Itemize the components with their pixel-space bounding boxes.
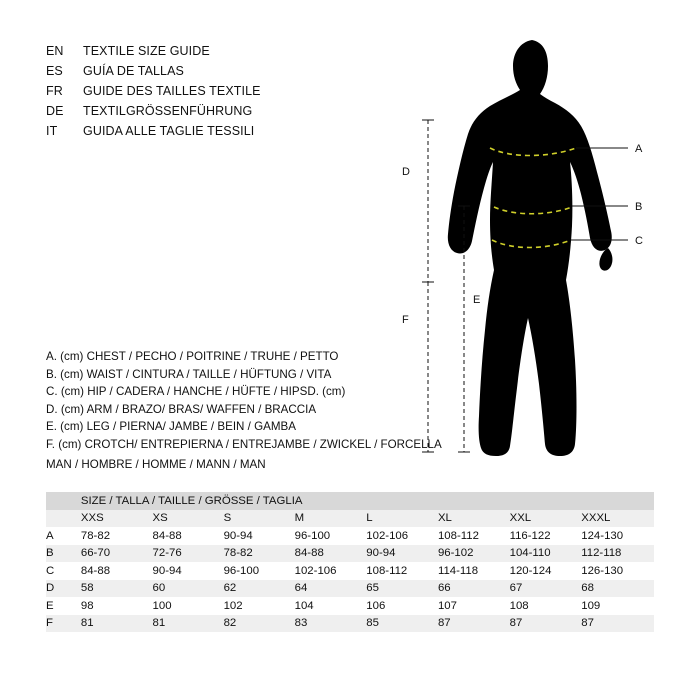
column-header: XXS (81, 510, 153, 528)
cell: 84-88 (153, 527, 224, 545)
marker-label-f: F (402, 314, 409, 326)
language-title: TEXTILGRÖSSENFÜHRUNG (83, 104, 253, 118)
language-row (46, 124, 376, 144)
language-row (46, 64, 376, 84)
cell: 62 (224, 580, 295, 598)
table-row (46, 545, 654, 563)
language-row (46, 84, 376, 104)
row-label: B (46, 545, 81, 563)
language-code: IT (46, 124, 58, 138)
language-code: ES (46, 64, 63, 78)
marker-letters (635, 143, 643, 247)
header-corner (46, 510, 81, 528)
language-code: DE (46, 104, 64, 118)
cell: 102 (224, 597, 295, 615)
table-row (46, 597, 654, 615)
cell: 66-70 (81, 545, 153, 563)
cell: 85 (366, 615, 438, 633)
legend-row-c: C. (cm) HIP / CADERA / HANCHE / HÜFTE / HIPSD. (cm) (46, 385, 346, 398)
cell: 104 (295, 597, 367, 615)
table-row (46, 527, 654, 545)
table-title: SIZE / TALLA / TAILLE / GRÖSSE / TAGLIA (81, 492, 654, 510)
cell: 83 (295, 615, 367, 633)
marker-label-b: B (635, 201, 643, 213)
legend-row-f: F. (cm) CROTCH/ ENTREPIERNA / ENTREJAMBE / ZWICKEL / FORCELLA (46, 437, 442, 451)
marker-label-d: D (402, 166, 410, 178)
table-row (46, 580, 654, 598)
size-table-wrapper (46, 492, 654, 632)
cell: 96-100 (295, 527, 367, 545)
cell: 98 (81, 597, 153, 615)
cell: 106 (366, 597, 438, 615)
cell: 72-76 (153, 545, 224, 563)
language-title: GUIDE DES TAILLES TEXTILE (83, 84, 261, 98)
cell: 102-106 (295, 562, 367, 580)
cell: 58 (81, 580, 153, 598)
gender-note: MAN / HOMBRE / HOMME / MANN / MAN (46, 458, 266, 471)
column-header: XL (438, 510, 510, 528)
cell: 120-124 (510, 562, 582, 580)
column-header: M (295, 510, 367, 528)
cell: 108-112 (438, 527, 510, 545)
cell: 96-100 (224, 562, 295, 580)
cell: 64 (295, 580, 367, 598)
row-label: D (46, 580, 81, 598)
language-row (46, 104, 376, 124)
column-header: S (224, 510, 295, 528)
table-header-row (46, 510, 654, 528)
cell: 107 (438, 597, 510, 615)
column-header: L (366, 510, 438, 528)
cell: 90-94 (366, 545, 438, 563)
row-label: E (46, 597, 81, 615)
marker-label-a: A (635, 143, 643, 155)
row-label: F (46, 615, 81, 633)
cell: 87 (581, 615, 654, 633)
cell: 60 (153, 580, 224, 598)
column-header: XS (153, 510, 224, 528)
cell: 81 (81, 615, 153, 633)
row-label: A (46, 527, 81, 545)
language-row (46, 44, 376, 64)
cell: 100 (153, 597, 224, 615)
cell: 66 (438, 580, 510, 598)
cell: 108 (510, 597, 582, 615)
legend-row-e: E. (cm) LEG / PIERNA/ JAMBE / BEIN / GAMBA (46, 420, 296, 433)
cell: 108-112 (366, 562, 438, 580)
column-header: XXL (510, 510, 582, 528)
cell: 104-110 (510, 545, 582, 563)
cell: 102-106 (366, 527, 438, 545)
cell: 84-88 (295, 545, 367, 563)
cell: 124-130 (581, 527, 654, 545)
cell: 87 (510, 615, 582, 633)
language-title: TEXTILE SIZE GUIDE (83, 44, 210, 58)
language-code: FR (46, 84, 63, 98)
cell: 90-94 (224, 527, 295, 545)
cell: 68 (581, 580, 654, 598)
row-label: C (46, 562, 81, 580)
column-header: XXXL (581, 510, 654, 528)
table-title-row (46, 492, 654, 510)
cell: 67 (510, 580, 582, 598)
size-table (46, 492, 654, 632)
language-title: GUÍA DE TALLAS (83, 64, 184, 78)
cell: 96-102 (438, 545, 510, 563)
cell: 112-118 (581, 545, 654, 563)
cell: 90-94 (153, 562, 224, 580)
cell: 126-130 (581, 562, 654, 580)
table-title-corner (46, 492, 81, 510)
language-title: GUIDA ALLE TAGLIE TESSILI (83, 124, 255, 138)
legend-block (46, 348, 466, 453)
cell: 78-82 (224, 545, 295, 563)
legend-row-d: D. (cm) ARM / BRAZO/ BRAS/ WAFFEN / BRACCIA (46, 402, 317, 416)
legend-row-b: B. (cm) WAIST / CINTURA / TAILLE / HÜFTUNG / VITA (46, 367, 332, 381)
cell: 82 (224, 615, 295, 633)
cell: 109 (581, 597, 654, 615)
cell: 87 (438, 615, 510, 633)
arm-dimension (422, 120, 434, 282)
legend-row-a: A. (cm) CHEST / PECHO / POITRINE / TRUHE / PETTO (46, 350, 339, 363)
marker-label-c: C (635, 235, 643, 247)
cell: 84-88 (81, 562, 153, 580)
language-code: EN (46, 44, 64, 58)
table-row (46, 562, 654, 580)
marker-label-e: E (473, 294, 481, 306)
table-row (46, 615, 654, 633)
cell: 65 (366, 580, 438, 598)
language-title-block (46, 44, 376, 144)
cell: 116-122 (510, 527, 582, 545)
cell: 78-82 (81, 527, 153, 545)
cell: 114-118 (438, 562, 510, 580)
cell: 81 (153, 615, 224, 633)
